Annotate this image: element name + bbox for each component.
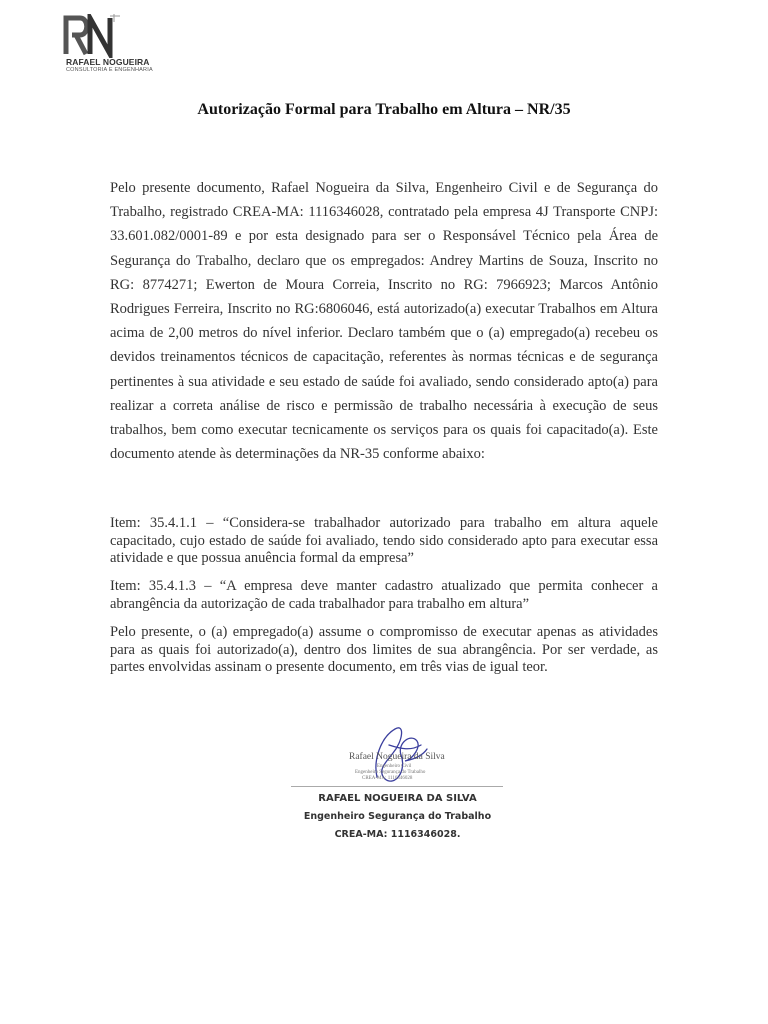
signer-role: Engenheiro Segurança do Trabalho xyxy=(303,811,492,822)
logo-company-name: RAFAEL NOGUEIRA xyxy=(66,57,150,67)
signer-name: RAFAEL NOGUEIRA DA SILVA xyxy=(318,793,477,804)
signature-block xyxy=(285,715,510,840)
closing-paragraph: Pelo presente, o (a) empregado(a) assume o compromisso de executar apenas as atividades para as quais foi autorizado(a), dentro dos limites de sua abrangência. Por ser verdade, as partes envolvidas assinam o presente documento, em três vias de igual teor. xyxy=(110,624,658,675)
signature-line xyxy=(291,786,503,787)
stamp-title-line: Engenheiro Civil xyxy=(377,764,412,769)
stamp-crea-line: CREA-MA: 1116346028 xyxy=(362,776,413,781)
declaration-paragraph: Pelo presente documento, Rafael Nogueira da Silva, Engenheiro Civil e de Segurança do Trabalho, registrado CREA-MA: 1116346028, contratado pela empresa 4J Transporte CNPJ: 33.601.082/0001-89 e por esta designado para ser o Responsável Técnico pela Área de Segurança do Trabalho, declaro que os empregados: Andrey Martins de Souza, Inscrito no RG: 8774271; Ewerton de Moura Correia, Inscrito no RG: 7966923; Marcos Antônio Rodrigues Ferreira, Inscrito no RG:6806046, está autorizado(a) executar Trabalhos em Altura acima de 2,00 metros do nível inferior. Declaro também que o (a) empregado(a) recebeu os devidos treinamentos técnicos de capacitação, referentes às normas técnicas e de segurança pertinentes à sua atividade e seu estado de saúde foi avaliado, sendo considerado apto(a) para realizar a correta análise de risco e permissão de trabalho necessária à execução de seus trabalhos, bem como executar tecnicamente os serviços para os quais foi capacitado(a). Este documento atende às determinações da NR-35 conforme abaixo: xyxy=(110,180,658,463)
rn-monogram-icon xyxy=(62,14,124,58)
company-logo xyxy=(62,14,152,74)
nr35-item-35-4-1-3: Item: 35.4.1.3 – “A empresa deve manter cadastro atualizado que permita conhecer a abrangência da autorização de cada trabalhador para trabalho em altura” xyxy=(110,578,658,612)
signer-crea: CREA-MA: 1116346028. xyxy=(334,829,461,840)
stamp-name: Rafael Nogueira da Silva xyxy=(349,752,445,762)
nr35-item-35-4-1-1: Item: 35.4.1.1 – “Considera-se trabalhador autorizado para trabalho em altura aquele capacitado, cujo estado de saúde foi avaliado, tendo sido considerado apto para executar essa atividade e que possua anuência formal da empresa” xyxy=(110,515,658,566)
document-title: Autorização Formal para Trabalho em Altura – NR/35 xyxy=(197,101,571,118)
stamp-role-line: Engenheiro Segurança do Trabalho xyxy=(355,770,426,775)
logo-tagline: CONSULTORIA E ENGENHARIA xyxy=(66,67,153,73)
